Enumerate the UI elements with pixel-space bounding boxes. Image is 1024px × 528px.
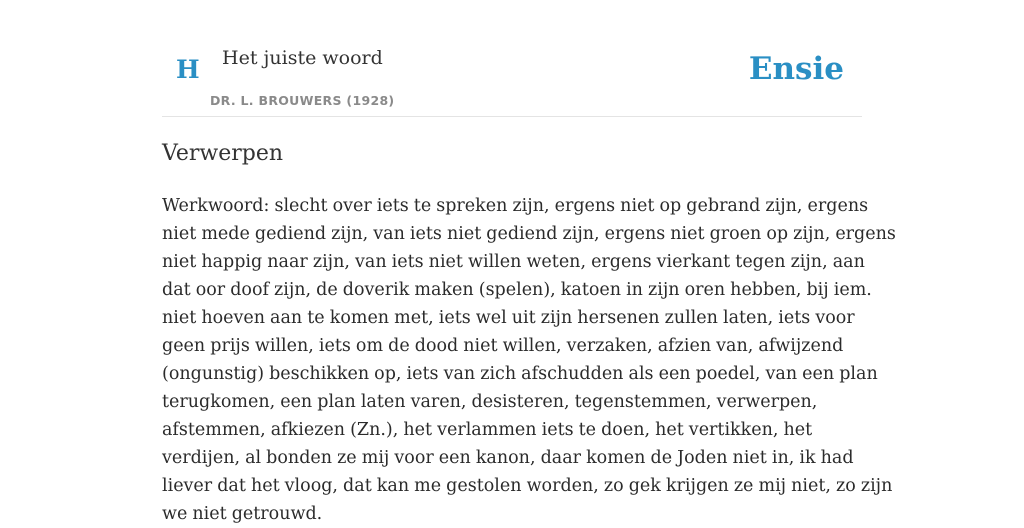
entry-line: (ongunstig) beschikken op, iets van zich afschudden als een poedel, van een plan bbox=[162, 364, 878, 384]
entry-line: dat oor doof zijn, de doverik maken (spelen), katoen in zijn oren hebben, bij iem. bbox=[162, 280, 872, 300]
book-header bbox=[162, 0, 862, 117]
book-author: DR. L. BROUWERS (1928) bbox=[210, 93, 395, 108]
book-title-link[interactable]: Het juiste woord bbox=[222, 47, 383, 69]
entry-line: niet hoeven aan te komen met, iets wel uit zijn hersenen zullen laten, iets voor bbox=[162, 308, 855, 328]
entry-line: liever dat het vloog, dat kan me gestolen worden, zo gek krijgen ze mij niet, zo zijn bbox=[162, 476, 893, 496]
entry-line: geen prijs willen, iets om de dood niet willen, verzaken, afzien van, afwijzend bbox=[162, 336, 844, 356]
entry-line: verdijen, al bonden ze mij voor een kanon, daar komen de Joden niet in, ik had bbox=[162, 448, 854, 468]
entry-line: we niet getrouwd. bbox=[162, 504, 323, 524]
entry-body bbox=[162, 192, 896, 528]
book-letter-logo: H bbox=[176, 55, 200, 84]
entry-line: niet mede gediend zijn, van iets niet gediend zijn, ergens niet groen op zijn, ergens bbox=[162, 224, 896, 244]
entry-title: Verwerpen bbox=[162, 141, 284, 166]
entry-line: Werkwoord: slecht over iets te spreken zijn, ergens niet op gebrand zijn, ergens bbox=[162, 196, 869, 216]
ensie-logo-link[interactable]: Ensie bbox=[748, 51, 844, 87]
entry-line: niet happig naar zijn, van iets niet willen weten, ergens vierkant tegen zijn, aan bbox=[162, 252, 865, 272]
entry-line: terugkomen, een plan laten varen, desisteren, tegenstemmen, verwerpen, bbox=[162, 392, 818, 412]
entry-line: afstemmen, afkiezen (Zn.), het verlammen iets te doen, het vertikken, het bbox=[162, 420, 813, 440]
